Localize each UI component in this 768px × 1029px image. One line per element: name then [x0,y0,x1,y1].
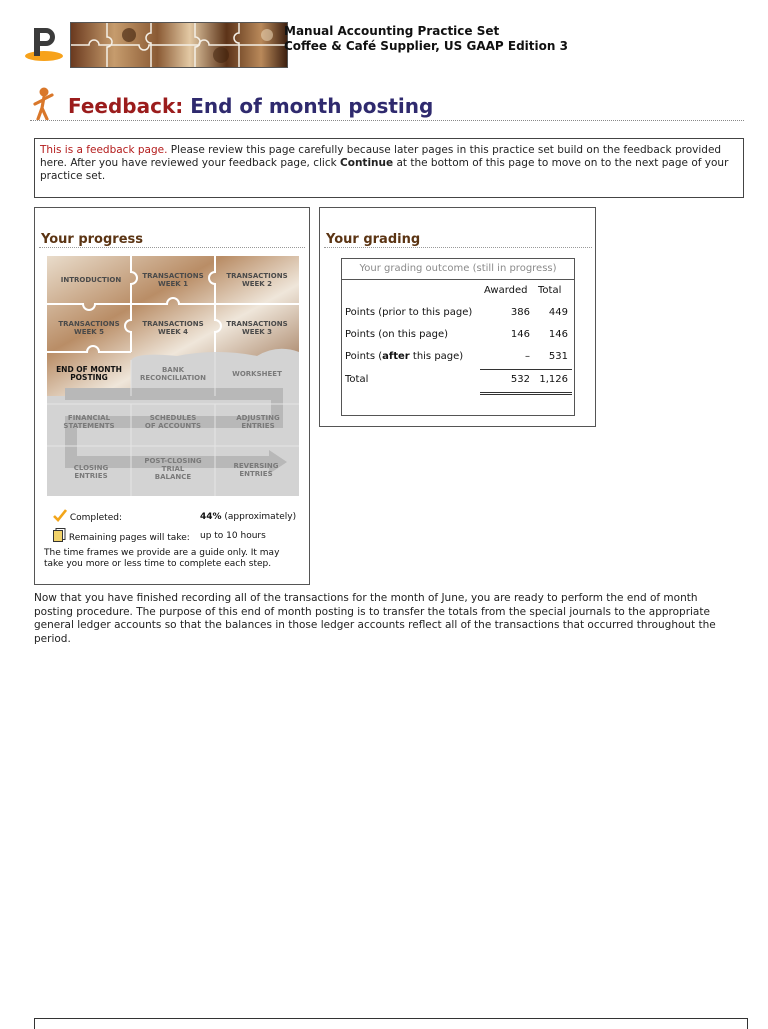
app-title [284,24,568,54]
total-rule [480,369,572,370]
coffee-puzzle-banner [70,22,288,68]
step-reversing-entries [215,462,297,478]
remaining-value: up to 10 hours [200,531,266,541]
row-after-label-bold: after [382,351,410,362]
step-worksheet: WORKSHEET [232,370,282,378]
grading-title-divider [324,247,592,248]
step-financial-statements [49,414,129,430]
step-label: WEEK 3 [241,328,273,336]
step-label: ENTRIES [74,472,108,480]
feedback-notice [34,138,744,198]
step-transactions-week-2 [217,272,297,288]
step-bank-reconciliation [131,366,215,382]
step-label: WEEK 5 [73,328,105,336]
row-total-total: 1,126 [539,374,568,385]
row-this-awarded: 146 [510,329,530,340]
step-label: POSTING [70,373,108,382]
step-transactions-week-3 [217,320,297,336]
step-label: TRANSACTIONS [142,272,204,280]
page-title [68,94,433,118]
remaining-label: Remaining pages will take: [68,533,190,543]
step-label: WEEK 4 [157,328,189,336]
step-label: ENTRIES [241,422,275,430]
step-label: RECONCILIATION [140,374,206,382]
row-prior-total: 449 [548,307,568,318]
person-figure-icon [32,86,58,120]
step-label: BANK [161,366,185,374]
progress-title-divider [39,247,305,248]
pages-icon [53,528,66,542]
completed-label: Completed: [69,513,122,523]
col-awarded: Awarded [484,285,528,296]
row-total-label: Total [345,374,369,385]
step-transactions-week-5 [49,320,129,336]
grading-table [341,258,575,416]
notice-lead: This is a feedback page. [40,144,168,156]
remaining-row [53,528,190,543]
app-title-line2: Coffee & Café Supplier, US GAAP Edition 3 [284,39,568,53]
step-introduction: INTRODUCTION [60,276,122,284]
col-total: Total [538,285,562,296]
completed-value [200,512,296,522]
notice-text-1: Please review this page carefully because later pages in this practice set build on the feedback provided here. After you have reviewed your feedback page, click [40,144,722,169]
step-label: BALANCE [154,473,192,481]
step-label: STATEMENTS [63,422,115,430]
row-after-awarded: – [525,351,530,362]
notice-text-2: at the bottom of this page to move on to the next page of your practice set. [40,157,729,182]
completed-row [53,509,122,523]
step-label: TRANSACTIONS [58,320,120,328]
step-label: POST-CLOSING [144,457,202,465]
step-label: FINANCIAL [67,414,111,422]
body-paragraph: Now that you have finished recording all of the transactions for the month of June, you are ready to perform the end of month posting procedure. The purpose of this end of month posting is to transfer the totals from the special journals to the appropriate general ledger accounts so that the balances in those ledger accounts reflect all of the transactions that occurred throughout the period. [34,592,716,645]
step-label: REVERSING [233,462,279,470]
step-schedules-of-accounts [133,414,213,430]
row-this-label: Points (on this page) [345,329,449,340]
pearson-p-logo-icon [24,22,64,62]
step-label: TRANSACTIONS [142,320,204,328]
row-after-label-pre: Points ( [345,351,383,362]
step-label: OF ACCOUNTS [144,422,202,430]
row-after-label-post: this page) [409,351,464,362]
step-label: WEEK 1 [157,280,189,288]
step-label: TRIAL [161,465,185,473]
progress-panel [34,207,310,585]
page-header [24,20,744,70]
progress-puzzle-map [47,256,299,496]
progress-title: Your progress [41,232,144,247]
step-label: TRANSACTIONS [226,272,288,280]
step-label: CLOSING [73,464,109,472]
row-prior-label: Points (prior to this page) [345,307,473,318]
step-transactions-week-1 [133,272,213,288]
grading-title: Your grading [326,232,421,247]
page-title-prefix: Feedback: [68,94,184,118]
row-this-total: 146 [548,329,568,340]
completed-note: (approximately) [221,512,297,522]
step-label: ADJUSTING [236,414,280,422]
row-total-awarded: 532 [510,374,530,385]
step-adjusting-entries [217,414,299,430]
step-closing-entries [51,464,131,480]
page-title-row [30,86,744,121]
step-label: TRANSACTIONS [226,320,288,328]
checkmark-icon [53,509,67,522]
total-double-rule [480,392,572,395]
time-disclaimer: The time frames we provide are a guide only. It may take you more or less time to complete each step. [44,548,280,569]
step-label: END OF MONTH [56,365,122,374]
step-transactions-week-4 [133,320,213,336]
step-post-closing-trial-balance [133,457,213,481]
step-end-of-month-posting [47,366,131,382]
notice-continue: Continue [340,157,394,169]
step-label: SCHEDULES [149,414,197,422]
app-title-line1: Manual Accounting Practice Set [284,24,500,38]
row-prior-awarded: 386 [510,307,530,318]
row-after-total: 531 [548,351,568,362]
step-label: WEEK 2 [241,280,273,288]
row-after-label [345,351,463,362]
grading-panel [319,207,596,427]
step-label: ENTRIES [239,470,273,478]
grading-table-title: Your grading outcome (still in progress) [342,259,574,280]
page-title-main: End of month posting [190,94,434,118]
completed-percent: 44% [200,512,222,522]
